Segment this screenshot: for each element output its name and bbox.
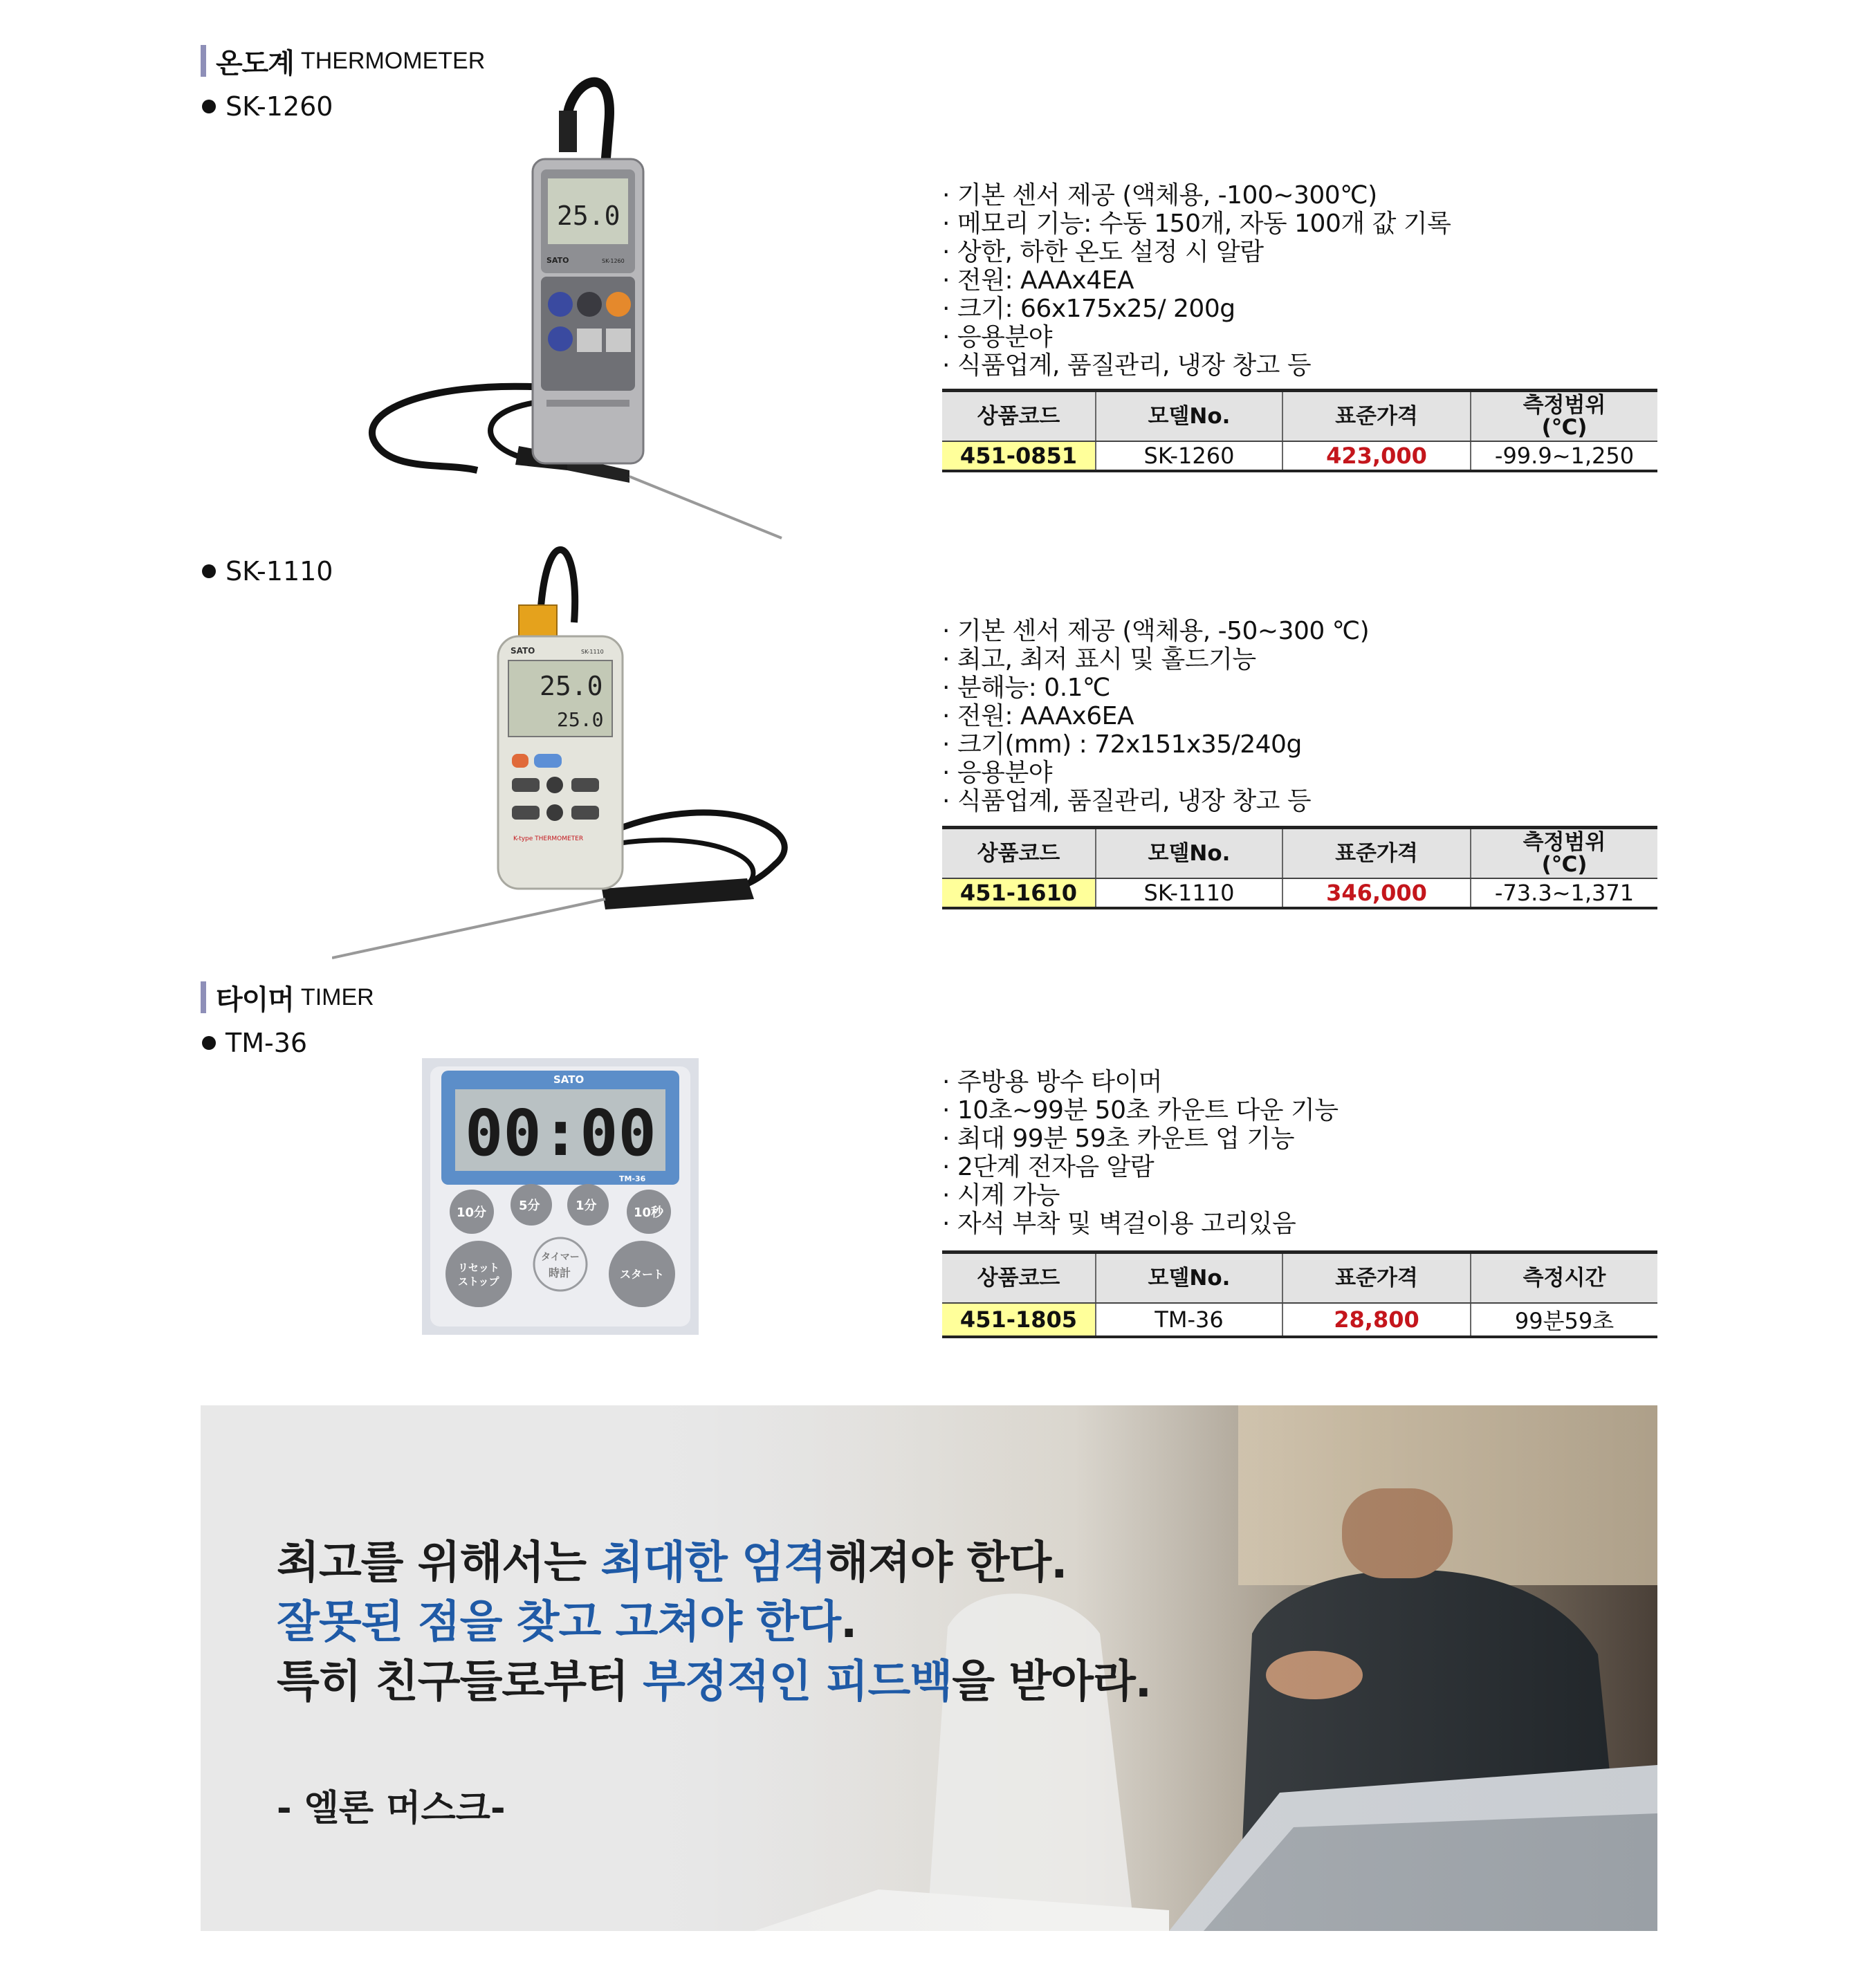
quote-text: 을 받아라. — [952, 1656, 1152, 1708]
feature-item: · 최대 99분 59초 카운트 업 기능 — [942, 1125, 1668, 1153]
model-no-cell: SK-1110 — [1096, 878, 1282, 908]
section-title-en: THERMOMETER — [300, 47, 486, 74]
quote-highlight: 잘못된 점을 찾고 고쳐야 한다 — [277, 1597, 841, 1648]
btn-start-label: スタート — [620, 1268, 665, 1281]
quote-text: 해져야 한다. — [825, 1537, 1067, 1589]
header-product-code: 상품코드 — [942, 828, 1096, 879]
feature-item: · 주방용 방수 타이머 — [942, 1068, 1668, 1096]
header-price: 표준가격 — [1282, 828, 1471, 879]
spec-table-sk1260 — [942, 389, 1657, 472]
sk1260-product-image — [339, 55, 796, 553]
btn-stop-label: ストップ — [458, 1275, 499, 1288]
btn-reset-label: リセット — [458, 1261, 499, 1274]
model-label-sk1260 — [202, 91, 333, 122]
quote-banner — [201, 1405, 1657, 1931]
spec-table-header — [942, 828, 1657, 879]
feature-item: · 2단계 전자음 알람 — [942, 1153, 1668, 1181]
quote-line-1 — [277, 1533, 1151, 1593]
table-row — [942, 441, 1657, 471]
model-label-tm36 — [202, 1028, 307, 1058]
feature-item: · 10초~99분 50초 카운트 다운 기능 — [942, 1096, 1668, 1125]
section-accent-bar — [201, 981, 206, 1013]
feature-item: · 식품업계, 품질관리, 냉장 창고 등 — [942, 351, 1668, 380]
feature-item: · 분해능: 0.1℃ — [942, 674, 1668, 702]
section-title-timer — [201, 979, 374, 1015]
model-label-text: SK-1260 — [226, 91, 333, 122]
quote-text: . — [840, 1597, 857, 1648]
header-product-code: 상품코드 — [942, 391, 1096, 442]
bullet-icon — [202, 564, 216, 578]
feature-item: · 식품업계, 품질관리, 냉장 창고 등 — [942, 787, 1668, 815]
btn-10min-label: 10分 — [457, 1205, 487, 1220]
header-range — [1471, 391, 1657, 442]
header-range-unit: (℃) — [1541, 852, 1588, 877]
header-price: 표준가격 — [1282, 1253, 1471, 1304]
range-cell: -73.3~1,371 — [1471, 878, 1657, 908]
header-range-unit: (℃) — [1541, 415, 1588, 440]
model-label-text: SK-1110 — [226, 556, 333, 586]
model-label-text: TM-36 — [226, 1028, 308, 1058]
device-display-text: 25.0 — [557, 201, 620, 231]
feature-item: · 전원: AAAx6EA — [942, 702, 1668, 730]
feature-list-tm36 — [942, 1068, 1668, 1238]
model-no-cell: SK-1260 — [1096, 441, 1282, 471]
feature-item: · 크기: 66x175x25/ 200g — [942, 295, 1668, 323]
feature-list-sk1260 — [942, 181, 1668, 380]
bullet-icon — [202, 100, 216, 113]
feature-item: · 크기(mm) : 72x151x35/240g — [942, 730, 1668, 759]
header-model-no: 모델No. — [1096, 391, 1282, 442]
feature-item: · 응용분야 — [942, 759, 1668, 787]
range-cell: -99.9~1,250 — [1471, 441, 1657, 471]
device-brand-text: SATO — [553, 1073, 585, 1086]
header-measure-time: 측정시간 — [1471, 1253, 1657, 1304]
quote-highlight: 최대한 엄격 — [600, 1537, 826, 1589]
bullet-icon — [202, 1036, 216, 1050]
measure-time-cell: 99분59초 — [1471, 1303, 1657, 1337]
section-title-ko: 타이머 — [216, 983, 294, 1016]
section-title-ko: 온도계 — [216, 47, 294, 80]
quote-line-3 — [277, 1652, 1151, 1712]
sk1110-product-image — [332, 539, 816, 968]
feature-item: · 시계 가능 — [942, 1181, 1668, 1210]
btn-timer-label: タイマー — [541, 1252, 580, 1263]
model-no-cell: TM-36 — [1096, 1303, 1282, 1337]
price-cell: 28,800 — [1282, 1303, 1471, 1337]
feature-item: · 최고, 최저 표시 및 홀드기능 — [942, 645, 1668, 674]
table-row — [942, 878, 1657, 908]
device-brand-text: SATO — [546, 256, 569, 265]
quote-text: 최고를 위해서는 — [277, 1537, 601, 1589]
spec-table-tm36 — [942, 1250, 1657, 1338]
feature-item: · 자석 부착 및 벽걸이용 고리있음 — [942, 1210, 1668, 1238]
device-display-text: 25.0 — [540, 671, 603, 701]
spec-table-header — [942, 1253, 1657, 1304]
btn-1min-label: 1分 — [576, 1199, 597, 1213]
spec-table-sk1110 — [942, 826, 1657, 909]
quote-line-2 — [277, 1593, 1151, 1652]
product-code-cell: 451-1610 — [942, 878, 1096, 908]
feature-item: · 기본 센서 제공 (액체용, -50~300 ℃) — [942, 617, 1668, 645]
quote-highlight: 부정적인 피드백 — [643, 1656, 953, 1708]
table-row — [942, 1303, 1657, 1337]
feature-item: · 전원: AAAx4EA — [942, 266, 1668, 295]
section-accent-bar — [201, 45, 206, 77]
feature-item: · 기본 센서 제공 (액체용, -100~300℃) — [942, 181, 1668, 210]
header-range-label: 측정범위 — [1523, 393, 1606, 418]
feature-list-sk1110 — [942, 617, 1668, 815]
product-code-cell: 451-1805 — [942, 1303, 1096, 1337]
device-model-text: TM-36 — [619, 1174, 646, 1183]
header-model-no: 모델No. — [1096, 1253, 1282, 1304]
feature-item: · 상한, 하한 온도 설정 시 알람 — [942, 238, 1668, 266]
header-model-no: 모델No. — [1096, 828, 1282, 879]
btn-5min-label: 5分 — [519, 1199, 540, 1213]
section-title-en: TIMER — [300, 983, 374, 1010]
device-model-text: SK-1110 — [581, 649, 604, 655]
header-product-code: 상품코드 — [942, 1253, 1096, 1304]
tm36-product-image — [422, 1058, 699, 1335]
device-display-secondary-text: 25.0 — [557, 708, 604, 731]
header-range — [1471, 828, 1657, 879]
price-cell: 423,000 — [1282, 441, 1471, 471]
device-caption-text: K-type THERMOMETER — [513, 835, 584, 842]
feature-item: · 응용분야 — [942, 323, 1668, 351]
btn-clock-label: 時計 — [549, 1266, 571, 1279]
banner-quote — [277, 1533, 1151, 1712]
feature-item: · 메모리 기능: 수동 150개, 자동 100개 값 기록 — [942, 210, 1668, 238]
header-price: 표준가격 — [1282, 391, 1471, 442]
quote-text: 특히 친구들로부터 — [277, 1656, 643, 1708]
device-brand-text: SATO — [511, 646, 535, 656]
quote-author: - 엘론 머스크- — [277, 1788, 506, 1829]
spec-table-header — [942, 391, 1657, 442]
device-model-text: SK-1260 — [602, 258, 625, 264]
header-range-label: 측정범위 — [1523, 830, 1606, 855]
product-code-cell: 451-0851 — [942, 441, 1096, 471]
model-label-sk1110 — [202, 556, 333, 586]
btn-10sec-label: 10秒 — [634, 1205, 664, 1220]
device-display-text: 00:00 — [465, 1096, 656, 1170]
price-cell: 346,000 — [1282, 878, 1471, 908]
